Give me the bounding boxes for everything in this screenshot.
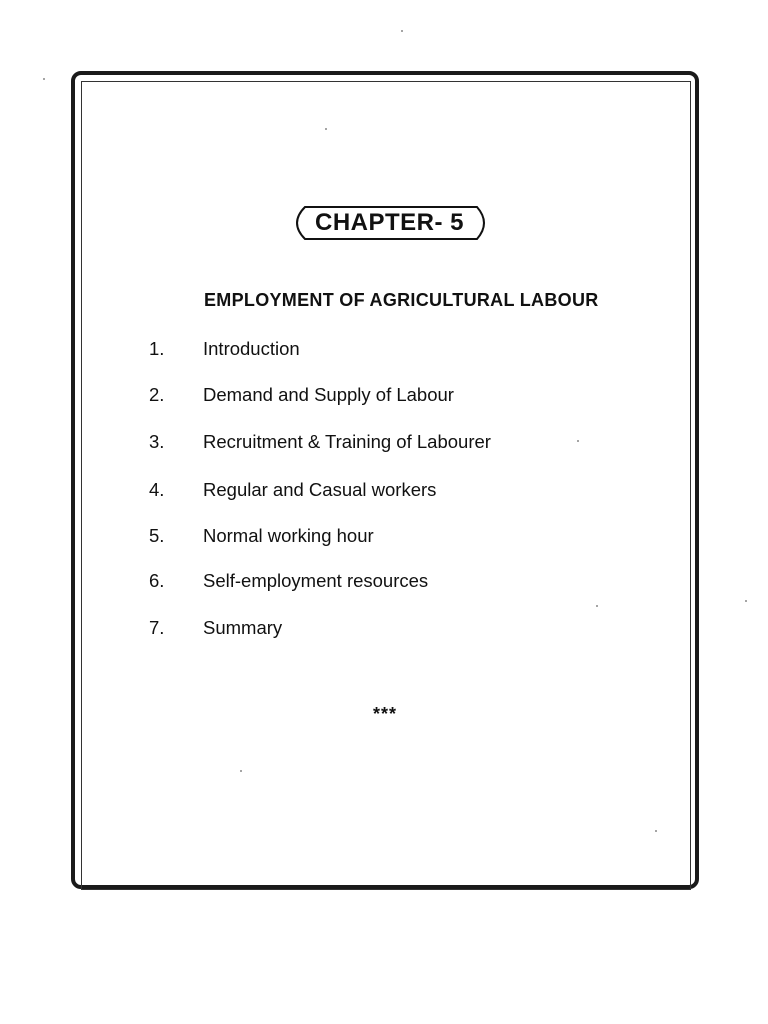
toc-item <box>0 617 768 643</box>
toc-item <box>0 570 768 596</box>
toc-number: 6. <box>149 570 165 591</box>
chapter-heading <box>287 203 492 243</box>
end-ornament: *** <box>373 704 398 724</box>
scan-speck <box>401 30 403 32</box>
scan-speck <box>596 605 598 607</box>
toc-label: Self-employment resources <box>203 570 429 591</box>
toc-item <box>0 525 768 551</box>
toc-number: 7. <box>149 617 165 638</box>
toc-label: Introduction <box>203 338 300 359</box>
scan-speck <box>655 830 657 832</box>
chapter-title: CHAPTER- 5 <box>314 209 464 236</box>
toc-number: 2. <box>149 384 165 405</box>
toc-number: 5. <box>149 525 165 546</box>
chapter-subtitle: EMPLOYMENT OF AGRICULTURAL LABOUR <box>204 290 599 310</box>
toc-label: Normal working hour <box>203 525 374 546</box>
toc-number: 3. <box>149 431 165 452</box>
scan-speck <box>577 440 579 442</box>
scan-speck <box>325 128 327 130</box>
toc-label: Summary <box>203 617 283 638</box>
scan-speck <box>745 600 747 602</box>
toc-label: Recruitment & Training of Labourer <box>203 431 491 452</box>
toc-item <box>0 338 768 364</box>
scan-speck <box>43 78 45 80</box>
toc-label: Regular and Casual workers <box>203 479 437 500</box>
scan-speck <box>240 770 242 772</box>
toc-item <box>0 431 768 457</box>
toc-number: 1. <box>149 338 165 359</box>
toc-item <box>0 384 768 410</box>
toc-number: 4. <box>149 479 165 500</box>
toc-item <box>0 479 768 505</box>
toc-label: Demand and Supply of Labour <box>203 384 454 405</box>
